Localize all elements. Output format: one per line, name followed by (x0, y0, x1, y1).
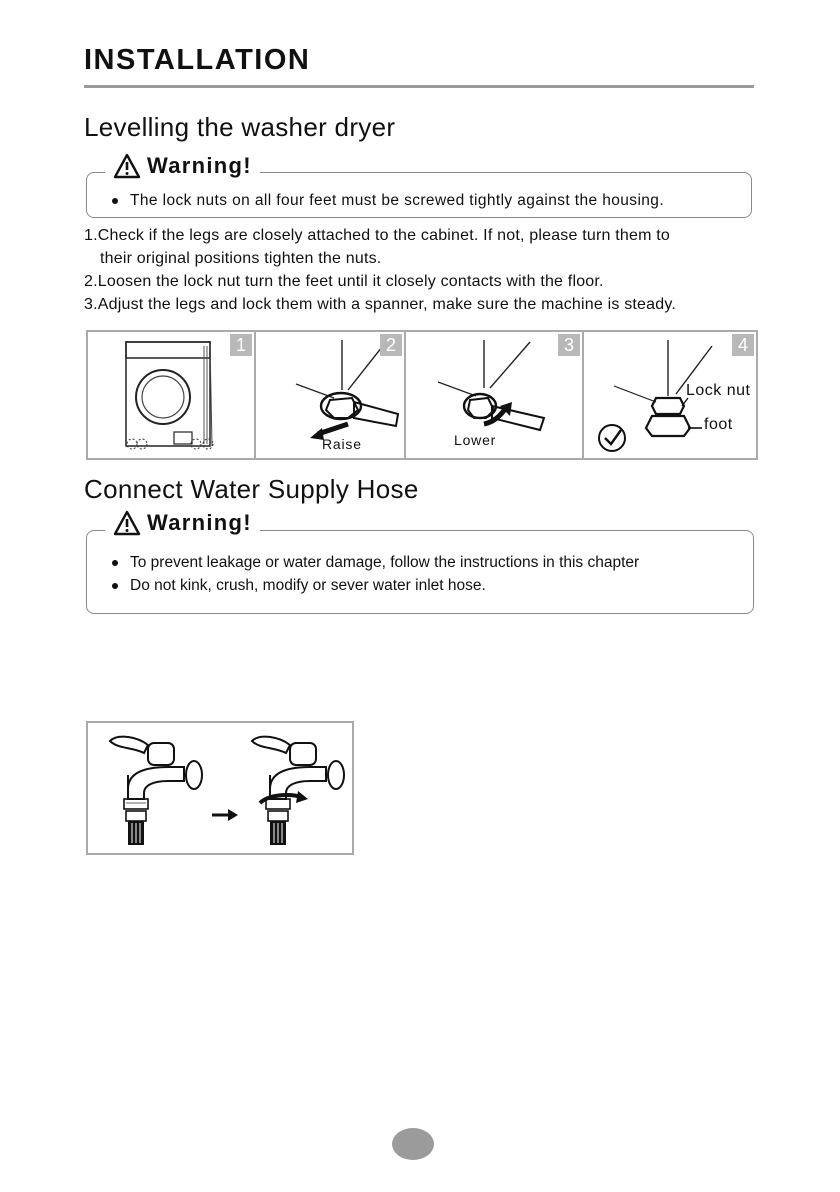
check-circle-icon (599, 425, 625, 451)
step-1: 1.Check if the legs are closely attached to the cabinet. If not, please turn them to (84, 227, 671, 244)
bullet-dot (112, 198, 118, 204)
water-hose-warning-item: To prevent leakage or water damage, follow the instructions in this chapter (112, 554, 639, 572)
page-number-marker (392, 1128, 434, 1160)
lock-nut-label: Lock nut (686, 382, 751, 399)
lower-label: Lower (454, 432, 497, 448)
levelling-warning-title: Warning! (147, 153, 252, 178)
step-1-continued: their original positions tighten the nuts. (100, 250, 382, 267)
figure-number: 3 (558, 334, 580, 356)
water-hose-warning-title: Warning! (147, 510, 252, 535)
figure-panel-3 (406, 332, 582, 458)
section-title: INSTALLATION (84, 44, 311, 76)
figure-panel-2 (256, 332, 404, 458)
foot-label: foot (704, 416, 733, 433)
arrow-right-icon (212, 809, 238, 821)
step-3: 3.Adjust the legs and lock them with a spanner, make sure the machine is steady. (84, 296, 677, 313)
figure-number: 2 (380, 334, 402, 356)
water-hose-warning-header (105, 510, 260, 536)
bullet-dot (112, 583, 118, 589)
bullet-dot (112, 560, 118, 566)
levelling-heading: Levelling the washer dryer (84, 112, 396, 142)
levelling-warning-item: The lock nuts on all four feet must be screwed tightly against the housing. (112, 192, 664, 210)
levelling-figures (86, 330, 758, 460)
warning-triangle-icon (113, 153, 141, 179)
figure-number: 1 (230, 334, 252, 356)
figure-number: 4 (732, 334, 754, 356)
water-hose-heading: Connect Water Supply Hose (84, 474, 419, 504)
raise-label: Raise (322, 436, 362, 452)
levelling-warning-header (105, 153, 260, 179)
water-hose-warning-box (86, 530, 754, 614)
tap-figure (86, 721, 354, 855)
warning-triangle-icon (113, 510, 141, 536)
title-rule (84, 85, 754, 88)
figure-panel-4 (584, 332, 756, 458)
tap-icon (110, 737, 202, 845)
step-2: 2.Loosen the lock nut turn the feet until it closely contacts with the floor. (84, 273, 604, 290)
tap-connection-illustration (88, 723, 352, 853)
figure-panel-1 (88, 332, 254, 458)
tap-icon (252, 737, 344, 845)
water-hose-warning-item: Do not kink, crush, modify or sever water inlet hose. (112, 577, 486, 595)
